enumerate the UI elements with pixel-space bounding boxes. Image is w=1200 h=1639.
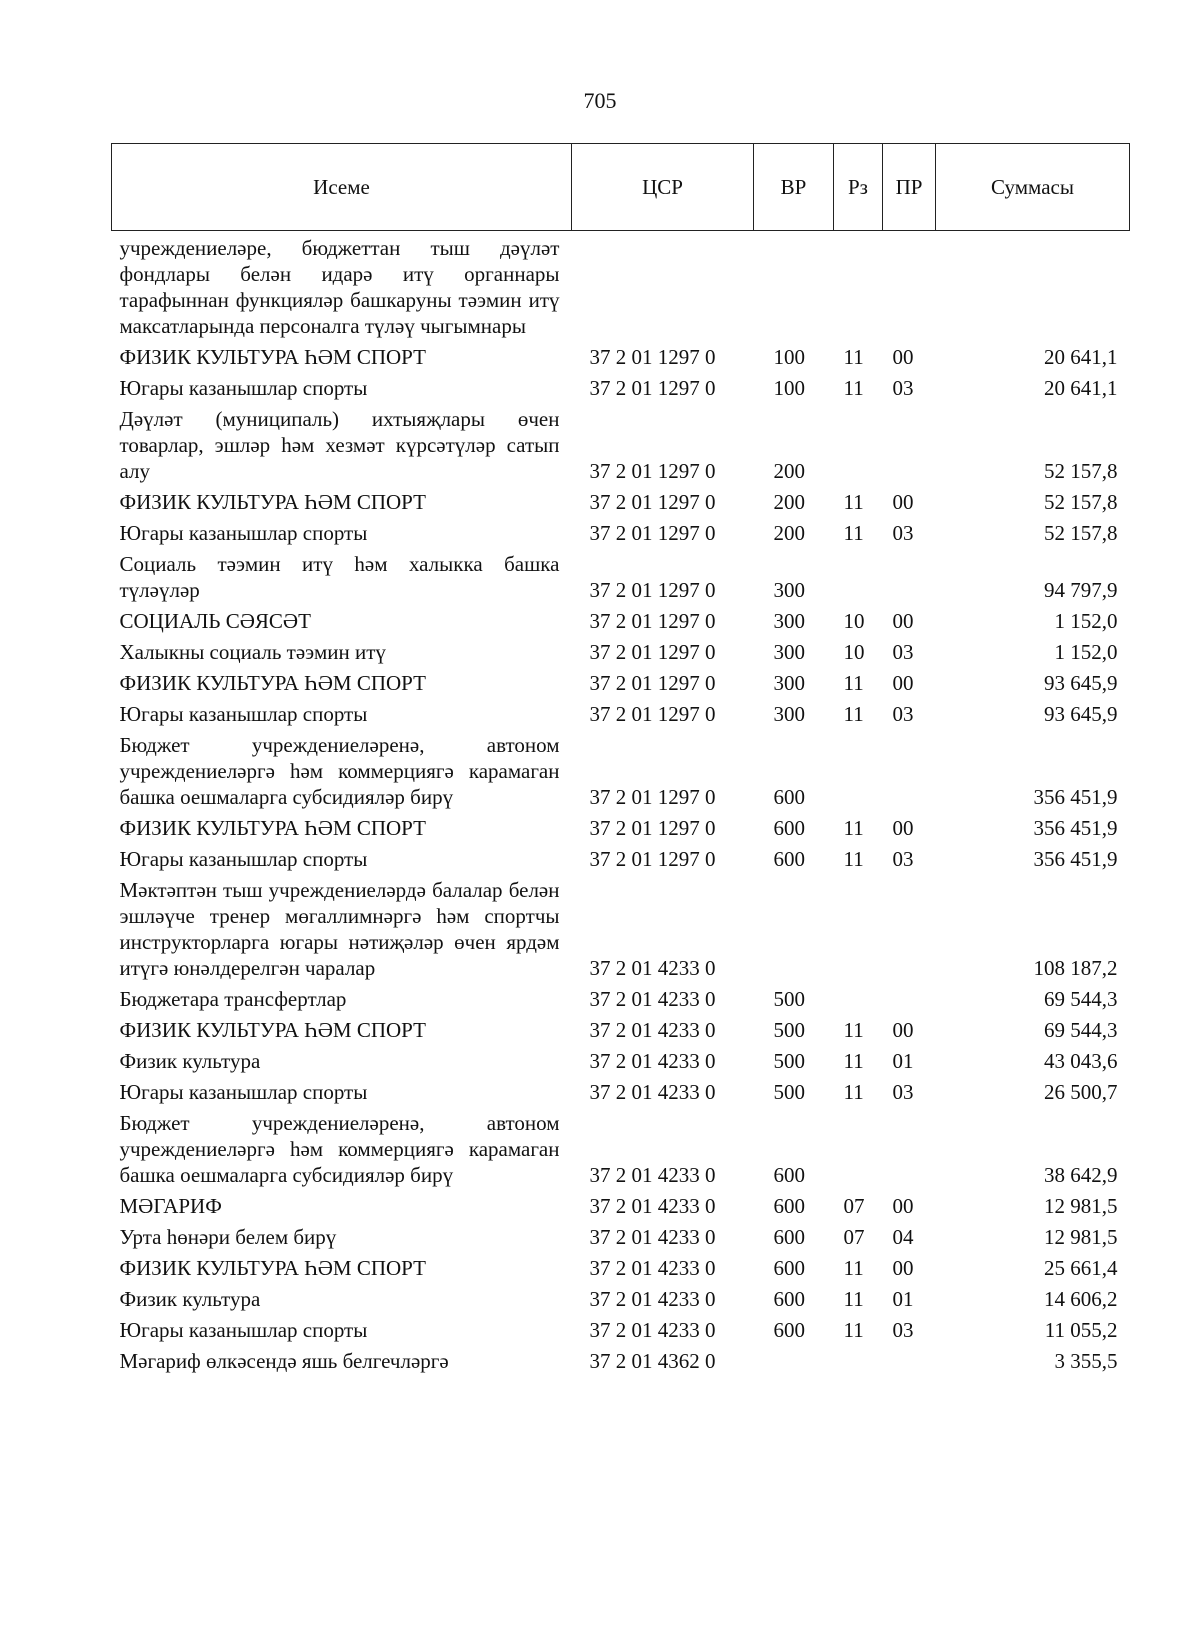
column-header-rz: Рз xyxy=(834,144,883,231)
row-pr-cell xyxy=(883,404,936,487)
page-number: 705 xyxy=(583,88,617,113)
row-csr-cell: 37 2 01 1297 0 xyxy=(589,640,716,664)
row-pr-cell: 03 xyxy=(892,376,914,400)
row-csr-cell: 37 2 01 4233 0 xyxy=(589,1194,716,1218)
row-csr-cell: 37 2 01 1297 0 xyxy=(589,345,716,369)
row-name-cell: Мәктәптән тыш учреждениеләрдә балалар белән эшләүче тренер мөгаллимнәргә һәм спортчы инструкторларга югары нәтиҗәләр өчен ярдәм итүгә юнәлдерелгән чаралар xyxy=(119,878,560,980)
row-csr-cell xyxy=(572,231,754,343)
row-pr-cell xyxy=(883,875,936,984)
row-pr-cell xyxy=(883,231,936,343)
row-rz-cell: 07 xyxy=(843,1225,865,1249)
row-csr-cell: 37 2 01 1297 0 xyxy=(589,521,716,545)
row-name-cell: СОЦИАЛЬ СӘЯСӘТ xyxy=(119,609,311,633)
table-row xyxy=(112,606,1130,637)
row-rz-cell xyxy=(834,875,883,984)
row-vr-cell: 500 xyxy=(773,1080,805,1104)
row-pr-cell: 00 xyxy=(892,345,914,369)
row-rz-cell xyxy=(834,404,883,487)
row-csr-cell: 37 2 01 4233 0 xyxy=(589,1225,716,1249)
row-rz-cell: 11 xyxy=(843,1287,864,1311)
row-pr-cell: 00 xyxy=(892,490,914,514)
row-vr-cell: 300 xyxy=(773,609,805,633)
row-vr-cell: 600 xyxy=(773,1194,805,1218)
table-row xyxy=(112,373,1130,404)
row-vr-cell: 500 xyxy=(773,1049,805,1073)
row-rz-cell: 11 xyxy=(843,1256,864,1280)
row-csr-cell: 37 2 01 4233 0 xyxy=(589,1080,716,1104)
row-name-cell: Социаль тәэмин итү һәм халыкка башка түләүләр xyxy=(119,552,560,602)
row-pr-cell xyxy=(883,1108,936,1191)
row-name-cell: Бюджет учреждениеләренә, автоном учреждениеләргә һәм коммерциягә карамаган башка оешмаларга субсидияләр бирү xyxy=(119,733,560,809)
row-rz-cell xyxy=(834,730,883,813)
row-vr-cell: 200 xyxy=(773,521,805,545)
table-row xyxy=(112,404,1130,487)
row-rz-cell: 11 xyxy=(843,671,864,695)
row-name-cell: Дәүләт (муниципаль) ихтыяҗлары өчен товарлар, эшләр һәм хезмәт күрсәтүләр сатып алу xyxy=(119,407,560,483)
table-row xyxy=(112,1191,1130,1222)
table-row xyxy=(112,844,1130,875)
row-csr-cell: 37 2 01 4233 0 xyxy=(589,1163,716,1187)
row-pr-cell: 04 xyxy=(892,1225,914,1249)
row-sum-cell: 356 451,9 xyxy=(1033,785,1118,809)
row-name-cell: Югары казанышлар спорты xyxy=(119,1318,368,1342)
row-csr-cell: 37 2 01 4362 0 xyxy=(589,1349,716,1373)
row-rz-cell xyxy=(834,984,883,1015)
row-sum-cell: 26 500,7 xyxy=(1044,1080,1118,1104)
row-pr-cell: 03 xyxy=(892,847,914,871)
row-sum-cell: 38 642,9 xyxy=(1044,1163,1118,1187)
row-pr-cell: 00 xyxy=(892,816,914,840)
row-name-cell: Халыкны социаль тәэмин итү xyxy=(119,640,386,664)
row-vr-cell: 600 xyxy=(773,1163,805,1187)
row-vr-cell: 300 xyxy=(773,702,805,726)
row-rz-cell: 11 xyxy=(843,1049,864,1073)
row-rz-cell: 10 xyxy=(843,640,865,664)
table-body xyxy=(112,231,1130,1378)
table-row xyxy=(112,984,1130,1015)
row-vr-cell: 600 xyxy=(773,847,805,871)
row-pr-cell xyxy=(883,549,936,606)
row-vr-cell: 600 xyxy=(773,816,805,840)
row-csr-cell: 37 2 01 1297 0 xyxy=(589,578,716,602)
row-name-cell: учреждениеләре, бюджеттан тыш дәүләт фондлары белән идарә итү органнары тарафыннан функцияләр башкаруны тәэмин итү максатларында персоналга түләү чыгымнары xyxy=(119,236,560,338)
row-csr-cell: 37 2 01 1297 0 xyxy=(589,847,716,871)
row-name-cell: Мәгариф өлкәсендә яшь белгечләргә xyxy=(119,1349,449,1373)
row-sum-cell: 11 055,2 xyxy=(1044,1318,1118,1342)
row-name-cell: МӘГАРИФ xyxy=(119,1194,222,1218)
table-row xyxy=(112,342,1130,373)
row-csr-cell: 37 2 01 1297 0 xyxy=(589,671,716,695)
row-csr-cell: 37 2 01 1297 0 xyxy=(589,490,716,514)
row-rz-cell: 11 xyxy=(843,345,864,369)
table-row xyxy=(112,637,1130,668)
row-sum-cell: 52 157,8 xyxy=(1044,490,1118,514)
row-pr-cell: 03 xyxy=(892,521,914,545)
row-name-cell: Югары казанышлар спорты xyxy=(119,702,368,726)
row-rz-cell xyxy=(834,1346,883,1377)
row-csr-cell: 37 2 01 1297 0 xyxy=(589,785,716,809)
table-row xyxy=(112,518,1130,549)
row-name-cell: Югары казанышлар спорты xyxy=(119,376,368,400)
row-pr-cell: 03 xyxy=(892,1080,914,1104)
row-name-cell: Урта һөнәри белем бирү xyxy=(119,1225,337,1249)
row-sum-cell: 52 157,8 xyxy=(1044,459,1118,483)
row-rz-cell xyxy=(834,549,883,606)
row-name-cell: Бюджет учреждениеләренә, автоном учреждениеләргә һәм коммерциягә карамаган башка оешмаларга субсидияләр бирү xyxy=(119,1111,560,1187)
row-vr-cell: 200 xyxy=(773,459,805,483)
budget-table xyxy=(111,143,1130,1377)
row-vr-cell xyxy=(754,875,834,984)
table-row xyxy=(112,668,1130,699)
table-row xyxy=(112,699,1130,730)
column-header-name: Исеме xyxy=(112,144,572,231)
row-rz-cell: 11 xyxy=(843,816,864,840)
column-header-sum: Суммасы xyxy=(936,144,1130,231)
row-vr-cell: 600 xyxy=(773,785,805,809)
row-pr-cell: 00 xyxy=(892,1194,914,1218)
row-csr-cell: 37 2 01 4233 0 xyxy=(589,1018,716,1042)
row-name-cell: Физик культура xyxy=(119,1287,261,1311)
table-row xyxy=(112,1046,1130,1077)
table-row xyxy=(112,813,1130,844)
table-row xyxy=(112,1015,1130,1046)
row-sum-cell: 25 661,4 xyxy=(1044,1256,1118,1280)
row-name-cell: ФИЗИК КУЛЬТУРА ҺӘМ СПОРТ xyxy=(119,1018,426,1042)
row-name-cell: Физик культура xyxy=(119,1049,261,1073)
row-vr-cell: 500 xyxy=(773,1018,805,1042)
row-csr-cell: 37 2 01 4233 0 xyxy=(589,1256,716,1280)
row-rz-cell: 07 xyxy=(843,1194,865,1218)
column-header-pr: ПР xyxy=(883,144,936,231)
table-row xyxy=(112,1284,1130,1315)
row-pr-cell xyxy=(883,1346,936,1377)
row-pr-cell: 03 xyxy=(892,1318,914,1342)
row-vr-cell xyxy=(754,1346,834,1377)
row-rz-cell: 11 xyxy=(843,1318,864,1342)
row-sum-cell: 20 641,1 xyxy=(1044,345,1118,369)
row-sum-cell: 20 641,1 xyxy=(1044,376,1118,400)
row-csr-cell: 37 2 01 1297 0 xyxy=(589,376,716,400)
row-name-cell: ФИЗИК КУЛЬТУРА ҺӘМ СПОРТ xyxy=(119,816,426,840)
row-vr-cell: 200 xyxy=(773,490,805,514)
row-pr-cell xyxy=(883,984,936,1015)
row-rz-cell: 11 xyxy=(843,702,864,726)
row-rz-cell: 10 xyxy=(843,609,865,633)
row-vr-cell: 600 xyxy=(773,1256,805,1280)
row-sum-cell: 93 645,9 xyxy=(1044,671,1118,695)
row-sum-cell: 14 606,2 xyxy=(1044,1287,1118,1311)
column-header-vr: ВР xyxy=(754,144,834,231)
row-csr-cell: 37 2 01 4233 0 xyxy=(589,1049,716,1073)
row-pr-cell: 00 xyxy=(892,1256,914,1280)
table-row xyxy=(112,875,1130,984)
table-row xyxy=(112,1315,1130,1346)
row-name-cell: Бюджетара трансфертлар xyxy=(119,987,347,1011)
table-header xyxy=(112,144,1130,231)
row-pr-cell: 03 xyxy=(892,702,914,726)
column-header-csr: ЦСР xyxy=(572,144,754,231)
row-csr-cell: 37 2 01 4233 0 xyxy=(589,1287,716,1311)
row-pr-cell xyxy=(883,730,936,813)
row-name-cell: Югары казанышлар спорты xyxy=(119,521,368,545)
row-sum-cell: 3 355,5 xyxy=(1054,1349,1118,1373)
row-csr-cell: 37 2 01 1297 0 xyxy=(589,459,716,483)
row-sum-cell: 356 451,9 xyxy=(1033,816,1118,840)
row-pr-cell: 01 xyxy=(892,1049,914,1073)
row-vr-cell: 300 xyxy=(773,671,805,695)
row-sum-cell: 12 981,5 xyxy=(1044,1225,1118,1249)
row-vr-cell xyxy=(754,231,834,343)
row-sum-cell xyxy=(936,231,1130,343)
row-sum-cell: 1 152,0 xyxy=(1054,609,1118,633)
row-name-cell: ФИЗИК КУЛЬТУРА ҺӘМ СПОРТ xyxy=(119,490,426,514)
row-sum-cell: 69 544,3 xyxy=(1044,987,1118,1011)
row-rz-cell: 11 xyxy=(843,521,864,545)
row-sum-cell: 52 157,8 xyxy=(1044,521,1118,545)
table-row xyxy=(112,1346,1130,1377)
row-pr-cell: 01 xyxy=(892,1287,914,1311)
row-name-cell: ФИЗИК КУЛЬТУРА ҺӘМ СПОРТ xyxy=(119,345,426,369)
row-vr-cell: 100 xyxy=(773,376,805,400)
row-sum-cell: 94 797,9 xyxy=(1044,578,1118,602)
table-row xyxy=(112,1222,1130,1253)
row-pr-cell: 00 xyxy=(892,1018,914,1042)
row-csr-cell: 37 2 01 1297 0 xyxy=(589,702,716,726)
row-vr-cell: 600 xyxy=(773,1318,805,1342)
row-pr-cell: 03 xyxy=(892,640,914,664)
row-sum-cell: 93 645,9 xyxy=(1044,702,1118,726)
row-rz-cell: 11 xyxy=(843,1080,864,1104)
table-row xyxy=(112,1253,1130,1284)
row-vr-cell: 300 xyxy=(773,640,805,664)
row-csr-cell: 37 2 01 4233 0 xyxy=(589,1318,716,1342)
row-csr-cell: 37 2 01 1297 0 xyxy=(589,609,716,633)
row-sum-cell: 43 043,6 xyxy=(1044,1049,1118,1073)
row-sum-cell: 108 187,2 xyxy=(1033,956,1118,980)
row-rz-cell: 11 xyxy=(843,1018,864,1042)
row-name-cell: ФИЗИК КУЛЬТУРА ҺӘМ СПОРТ xyxy=(119,671,426,695)
row-rz-cell: 11 xyxy=(843,847,864,871)
row-sum-cell: 69 544,3 xyxy=(1044,1018,1118,1042)
row-sum-cell: 1 152,0 xyxy=(1054,640,1118,664)
table-row xyxy=(112,487,1130,518)
table-row xyxy=(112,549,1130,606)
row-csr-cell: 37 2 01 4233 0 xyxy=(589,956,716,980)
row-sum-cell: 356 451,9 xyxy=(1033,847,1118,871)
row-rz-cell: 11 xyxy=(843,490,864,514)
row-pr-cell: 00 xyxy=(892,671,914,695)
row-name-cell: Югары казанышлар спорты xyxy=(119,1080,368,1104)
row-sum-cell: 12 981,5 xyxy=(1044,1194,1118,1218)
table-row xyxy=(112,1108,1130,1191)
row-pr-cell: 00 xyxy=(892,609,914,633)
table-row xyxy=(112,231,1130,343)
row-csr-cell: 37 2 01 4233 0 xyxy=(589,987,716,1011)
row-rz-cell xyxy=(834,1108,883,1191)
row-vr-cell: 600 xyxy=(773,1287,805,1311)
row-name-cell: Югары казанышлар спорты xyxy=(119,847,368,871)
row-vr-cell: 600 xyxy=(773,1225,805,1249)
row-vr-cell: 300 xyxy=(773,578,805,602)
row-vr-cell: 100 xyxy=(773,345,805,369)
row-name-cell: ФИЗИК КУЛЬТУРА ҺӘМ СПОРТ xyxy=(119,1256,426,1280)
row-rz-cell: 11 xyxy=(843,376,864,400)
table-row xyxy=(112,1077,1130,1108)
row-vr-cell: 500 xyxy=(773,987,805,1011)
row-rz-cell xyxy=(834,231,883,343)
row-csr-cell: 37 2 01 1297 0 xyxy=(589,816,716,840)
table-row xyxy=(112,730,1130,813)
